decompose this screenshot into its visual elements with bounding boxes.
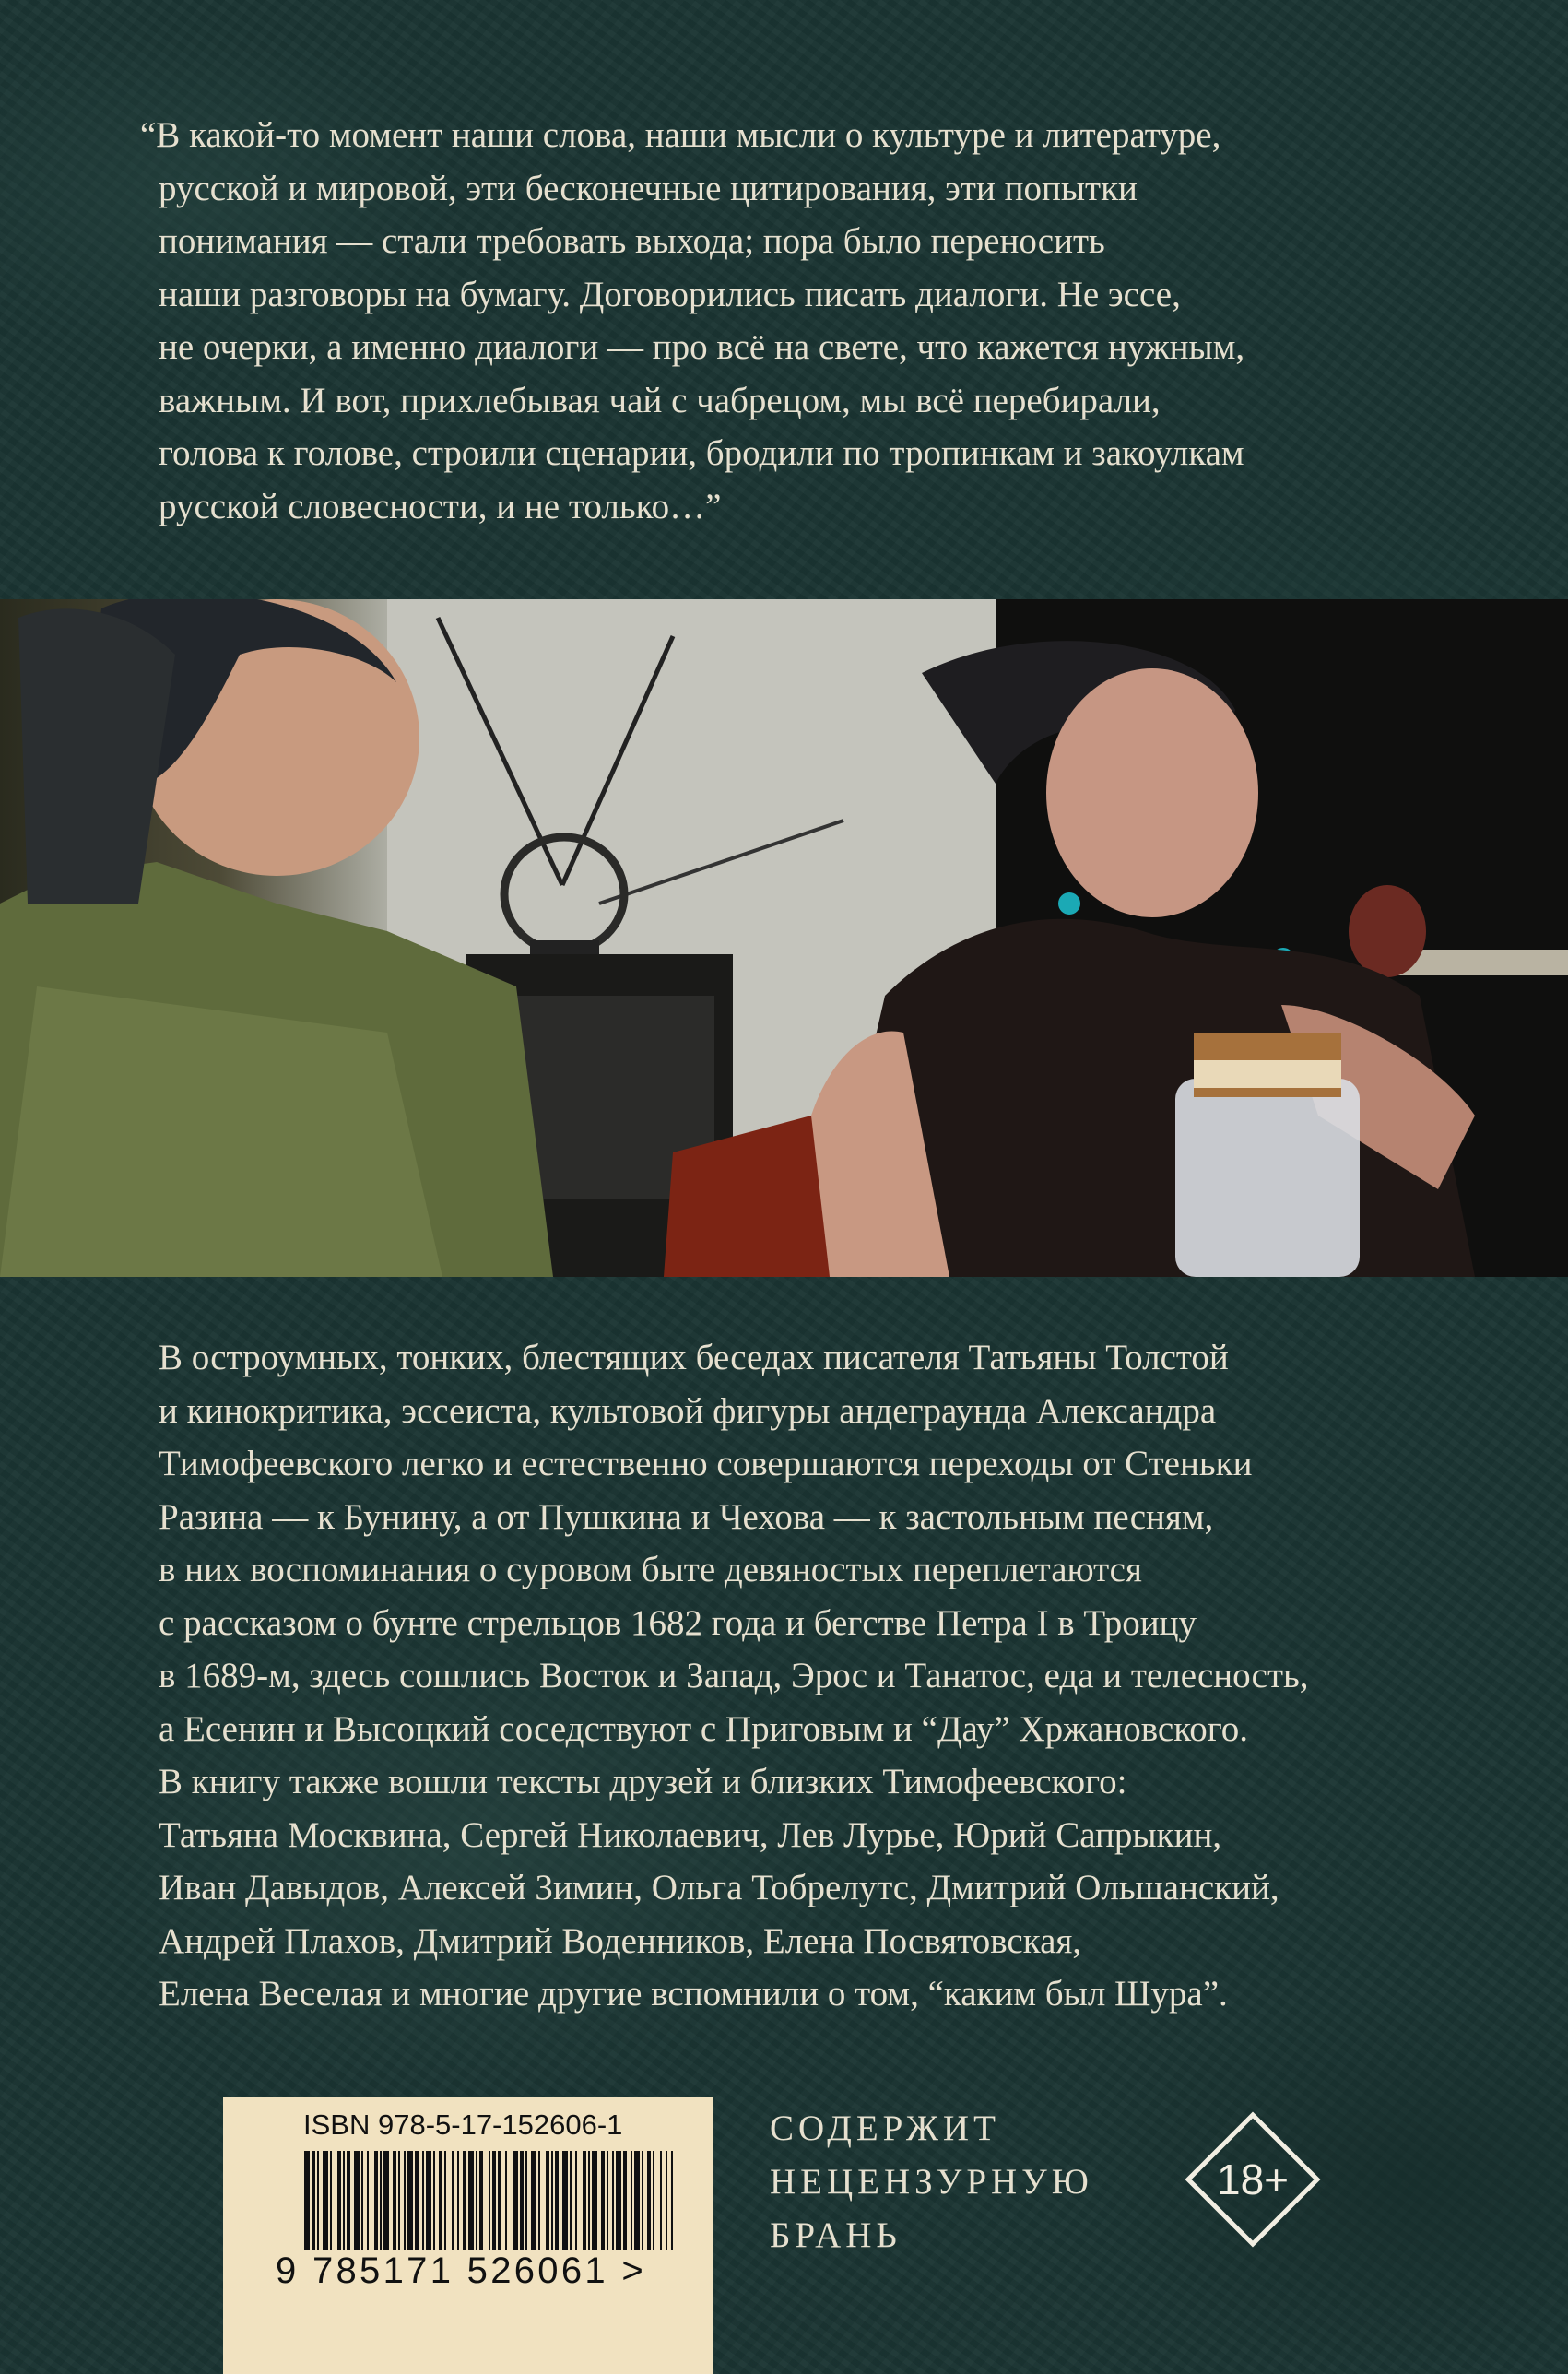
description-line: с рассказом о бунте стрельцов 1682 года и бегстве Петра I в Троицу (159, 1602, 1197, 1643)
description-line: а Есенин и Высоцкий соседствуют с Приговым и “Дау” Хржановского. (159, 1708, 1248, 1749)
description-line: и кинокритика, эссеиста, культовой фигуры андеграунда Александра (159, 1390, 1217, 1431)
quote-line: не очерки, а именно диалоги — про всё на свете, что кажется нужным, (159, 327, 1245, 367)
quote-line: наши разговоры на бумагу. Договорились писать диалоги. Не эссе, (159, 274, 1181, 314)
warning-line: БРАНЬ (770, 2215, 902, 2255)
description-line: Андрей Плахов, Дмитрий Воденников, Елена Посвятовская, (159, 1920, 1082, 1961)
barcode-bars (304, 2151, 673, 2250)
authors-photo (0, 599, 1568, 1277)
age-rating-badge (1185, 2111, 1321, 2248)
description-block (159, 1331, 1468, 2021)
quote-line: русской словесности, и не только…” (159, 486, 722, 526)
quote-line: “В какой-то момент наши слова, наши мысли о культуре и литературе, (140, 115, 1221, 155)
description-line: Татьяна Москвина, Сергей Николаевич, Лев Лурье, Юрий Сапрыкин, (159, 1814, 1222, 1855)
description-line: В книгу также вошли тексты друзей и близких Тимофеевского: (159, 1762, 1127, 1801)
description-line: Елена Веселая и многие другие вспомнили о том, “каким был Шура”. (159, 1974, 1228, 2014)
quote-line: русской и мировой, эти бесконечные цитирования, эти попытки (159, 168, 1138, 208)
barcode-digits: 9 785171 526061 > (276, 2250, 646, 2291)
description-line: Разина — к Бунину, а от Пушкина и Чехова — к застольным песням, (159, 1496, 1214, 1537)
description-line: В остроумных, тонких, блестящих беседах писателя Татьяны Толстой (159, 1338, 1229, 1377)
quote-line: голова к голове, строили сценарии, бродили по тропинкам и закоулкам (159, 433, 1244, 473)
age-rating-label: 18+ (1216, 2155, 1290, 2203)
description-line: в 1689-м, здесь сошлись Восток и Запад, Эрос и Танатос, еда и телесность, (159, 1656, 1309, 1695)
quote-block (140, 109, 1449, 533)
warning-line: СОДЕРЖИТ (770, 2108, 1000, 2148)
description-line: Иван Давыдов, Алексей Зимин, Ольга Тобрелутс, Дмитрий Ольшанский, (159, 1868, 1279, 1907)
description-line: Тимофеевского легко и естественно совершаются переходы от Стеньки (159, 1444, 1253, 1483)
isbn-label: ISBN 978-5-17-152606-1 (303, 2108, 623, 2141)
isbn-barcode (223, 2097, 713, 2374)
quote-line: понимания — стали требовать выхода; пора было переносить (159, 221, 1105, 261)
description-line: в них воспоминания о суровом быте девяностых переплетаются (159, 1550, 1142, 1589)
warning-line: НЕЦЕНЗУРНУЮ (770, 2162, 1093, 2202)
quote-line: важным. И вот, прихлебывая чай с чабрецом, мы всё перебирали, (159, 380, 1161, 420)
profanity-warning (770, 2102, 1093, 2262)
photo-illustration (0, 599, 1568, 1277)
